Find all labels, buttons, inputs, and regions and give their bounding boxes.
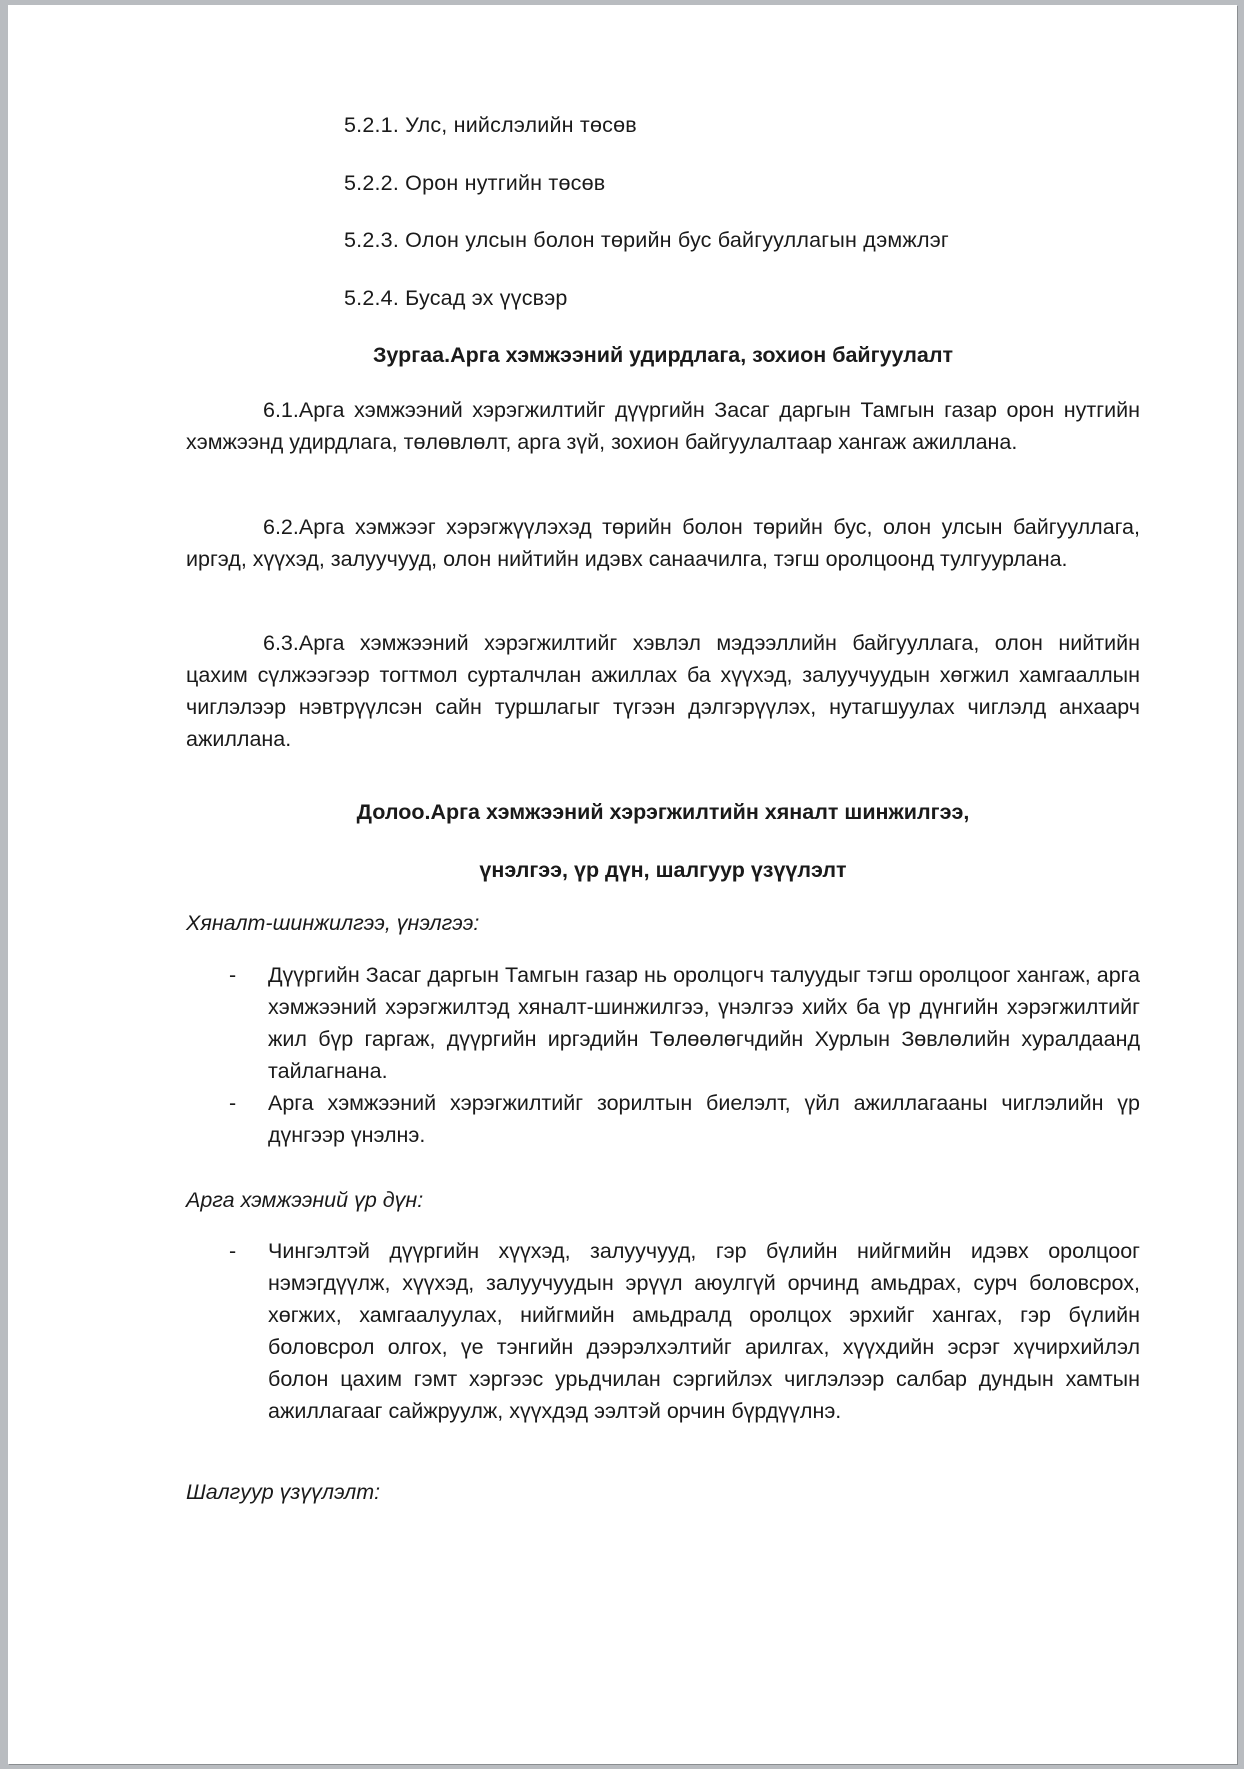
list-item — [186, 1235, 1140, 1427]
section-7-heading-line-2: үнэлгээ, үр дүн, шалгуур үзүүлэлт — [479, 858, 847, 882]
monitoring-label: Хяналт-шинжилгээ, үнэлгээ: — [186, 911, 480, 935]
monitoring-list — [186, 959, 1140, 1151]
list-item — [186, 1087, 1140, 1151]
paragraph-6-1-text: 6.1.Арга хэмжээний хэрэгжилтийг дүүргийн Засаг даргын Тамгын газар орон нутгийн хэмжээнд удирдлага, төлөвлөлт, арга зүй, зохион байгуулалтаар хангаж ажиллана. — [186, 398, 1140, 454]
results-label: Арга хэмжээний үр дүн: — [186, 1188, 424, 1212]
section-7-heading-line-1: Долоо.Арга хэмжээний хэрэгжилтийн хяналт шинжилгээ, — [356, 800, 970, 824]
paragraph-6-1 — [186, 394, 1140, 458]
paragraph-6-3 — [186, 627, 1140, 755]
subitem-5-2-4: 5.2.4. Бусад эх үүсвэр — [344, 286, 568, 310]
subitem-5-2-2: 5.2.2. Орон нутгийн төсөв — [344, 171, 606, 195]
section-6-heading: Зургаа.Арга хэмжээний удирдлага, зохион байгуулалт — [372, 343, 954, 367]
paragraph-6-2 — [186, 511, 1140, 575]
list-item-text: Арга хэмжээний хэрэгжилтийг зорилтын биелэлт, үйл ажиллагааны чиглэлийн үр дүнгээр үнэлнэ. — [268, 1091, 1140, 1147]
criteria-label: Шалгуур үзүүлэлт: — [186, 1480, 381, 1504]
dash-bullet-icon: - — [229, 963, 237, 987]
dash-bullet-icon: - — [229, 1091, 237, 1115]
list-item-text: Чингэлтэй дүүргийн хүүхэд, залуучууд, гэр бүлийн нийгмийн идэвх оролцоог нэмэгдүүлж, хүүхэд, залуучуудын эрүүл аюулгүй орчинд амьдрах, сурч боловсрох, хөгжих, хамгаалуулах, нийгмийн амьдралд оролцох эрхийг хангах, гэр бүлийн боловсрол олгох, үе тэнгийн дээрэлхэлтийг арилгах, хүүхдийн эсрэг хүчирхийлэл болон цахим гэмт хэргээс урьдчилан сэргийлэх чиглэлээр салбар дундын хамтын ажиллагааг сайжруулж, хүүхдэд ээлтэй орчин бүрдүүлнэ. — [268, 1239, 1140, 1423]
subitem-5-2-1: 5.2.1. Улс, нийслэлийн төсөв — [344, 113, 637, 137]
document-page — [8, 5, 1237, 1764]
list-item — [186, 959, 1140, 1087]
subitem-5-2-3: 5.2.3. Олон улсын болон төрийн бус байгууллагын дэмжлэг — [344, 228, 949, 252]
dash-bullet-icon: - — [229, 1239, 237, 1263]
list-item-text: Дүүргийн Засаг даргын Тамгын газар нь оролцогч талуудыг тэгш оролцоог хангаж, арга хэмжээний хэрэгжилтэд хяналт-шинжилгээ, үнэлгээ хийх ба үр дүнгийн хэрэгжилтийг жил бүр гаргаж, дүүргийн иргэдийн Төлөөлөгчдийн Хурлын Зөвлөлийн хуралдаанд тайлагнана. — [268, 963, 1140, 1083]
paragraph-6-2-text: 6.2.Арга хэмжээг хэрэгжүүлэхэд төрийн болон төрийн бус, олон улсын байгууллага, иргэд, хүүхэд, залуучууд, олон нийтийн идэвх санаачилга, тэгш оролцоонд тулгуурлана. — [186, 515, 1140, 571]
paragraph-6-3-text: 6.3.Арга хэмжээний хэрэгжилтийг хэвлэл мэдээллийн байгууллага, олон нийтийн цахим сүлжээгээр тогтмол сурталчлан ажиллах ба хүүхэд, залуучуудын хөгжил хамгааллын чиглэлээр нэвтрүүлсэн сайн туршлагыг түгээн дэлгэрүүлэх, нутагшуулах чиглэлд анхаарч ажиллана. — [186, 631, 1140, 751]
results-list — [186, 1235, 1140, 1427]
